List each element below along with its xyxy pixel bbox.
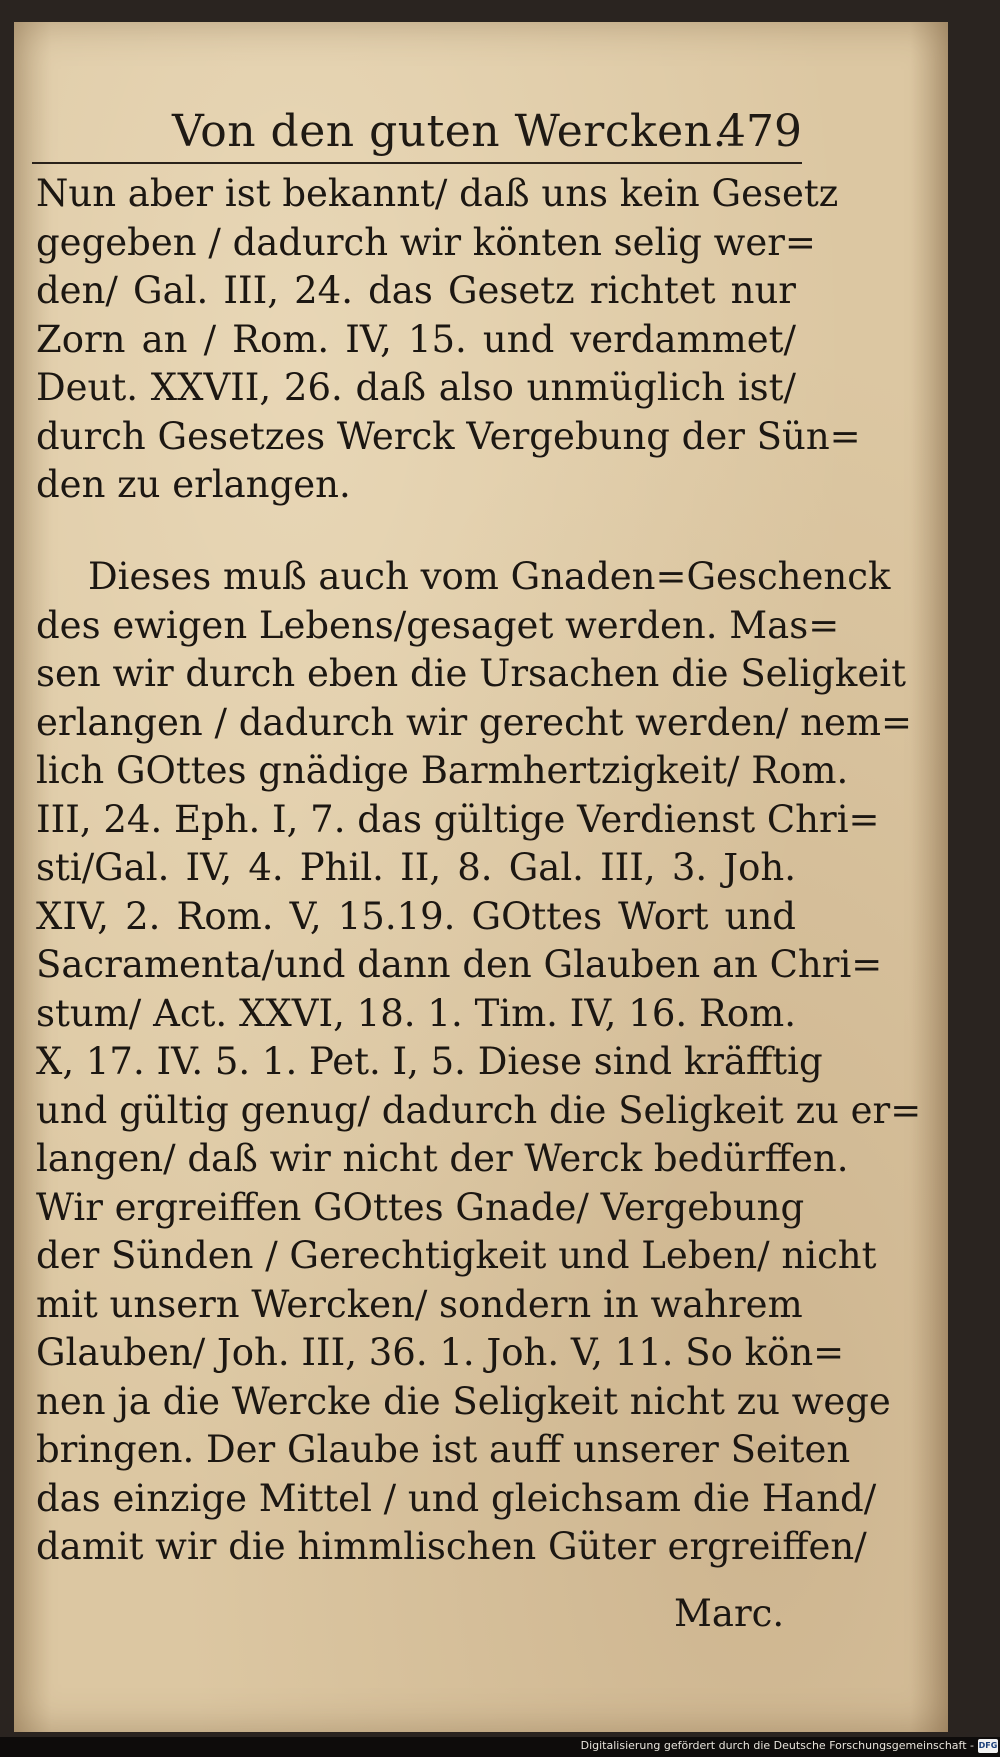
text-line: durch Gesetzes Werck Vergebung der Sün= bbox=[36, 414, 861, 458]
digitization-footer bbox=[0, 1737, 1000, 1757]
catchword: Marc. bbox=[674, 1592, 785, 1635]
text-line: erlangen / dadurch wir gerecht werden/ nem= bbox=[36, 700, 912, 744]
text-line: sen wir durch eben die Ursachen die Seligkeit bbox=[36, 652, 906, 695]
running-title: Von den guten Wercken. bbox=[172, 106, 728, 157]
text-line: Glauben/ Joh. III, 36. 1. Joh. V, 11. So kön= bbox=[36, 1331, 845, 1374]
text-line: Zorn an / Rom. IV, 15. und verdammet/ bbox=[36, 317, 796, 361]
text-line: Nun aber ist bekannt/ daß uns kein Gesetz bbox=[36, 172, 839, 215]
book-page bbox=[14, 22, 948, 1732]
paragraph-2 bbox=[36, 553, 922, 1572]
text-line: bringen. Der Glaube ist auff unserer Seiten bbox=[36, 1428, 851, 1471]
text-line: das einzige Mittel / und gleichsam die Hand/ bbox=[36, 1476, 877, 1520]
text-line: nen ja die Wercke die Seligkeit nicht zu wege bbox=[36, 1379, 891, 1423]
text-line: Sacramenta/und dann den Glauben an Chri= bbox=[36, 943, 883, 986]
text-line: langen/ daß wir nicht der Werck bedürffen. bbox=[36, 1137, 849, 1180]
text-line: des ewigen Lebens/gesaget werden. Mas= bbox=[36, 603, 840, 647]
text-line: den zu erlangen. bbox=[36, 463, 351, 506]
page-number: 479 bbox=[718, 106, 802, 157]
text-line: den/ Gal. III, 24. das Gesetz richtet nur bbox=[36, 269, 796, 312]
running-header bbox=[32, 100, 802, 172]
header-rule bbox=[32, 162, 802, 164]
text-line: XIV, 2. Rom. V, 15.19. GOttes Wort und bbox=[36, 894, 796, 938]
text-line: und gültig genug/ dadurch die Seligkeit zu er= bbox=[36, 1088, 922, 1132]
text-line: der Sünden / Gerechtigkeit und Leben/ nicht bbox=[36, 1234, 877, 1277]
dfg-logo: DFG bbox=[978, 1739, 998, 1753]
footer-credit: Digitalisierung gefördert durch die Deutsche Forschungsgemeinschaft - bbox=[580, 1739, 974, 1752]
text-line: X, 17. IV. 5. 1. Pet. I, 5. Diese sind kräfftig bbox=[36, 1040, 823, 1083]
text-line: III, 24. Eph. I, 7. das gültige Verdienst Chri= bbox=[36, 797, 880, 841]
text-line: mit unsern Wercken/ sondern in wahrem bbox=[36, 1282, 803, 1326]
text-line: damit wir die himmlischen Güter ergreiffen/ bbox=[36, 1525, 867, 1568]
text-line: gegeben / dadurch wir könten selig wer= bbox=[36, 220, 816, 264]
text-line: Dieses muß auch vom Gnaden=Geschenck bbox=[88, 555, 891, 598]
text-line: sti/Gal. IV, 4. Phil. II, 8. Gal. III, 3. Joh. bbox=[36, 846, 796, 889]
text-line: stum/ Act. XXVI, 18. 1. Tim. IV, 16. Rom. bbox=[36, 991, 796, 1035]
paragraph-1 bbox=[36, 170, 861, 510]
text-line: Wir ergreiffen GOttes Gnade/ Vergebung bbox=[36, 1185, 805, 1229]
text-line: lich GOttes gnädige Barmhertzigkeit/ Rom. bbox=[36, 749, 849, 792]
text-line: Deut. XXVII, 26. daß also unmüglich ist/ bbox=[36, 366, 796, 409]
